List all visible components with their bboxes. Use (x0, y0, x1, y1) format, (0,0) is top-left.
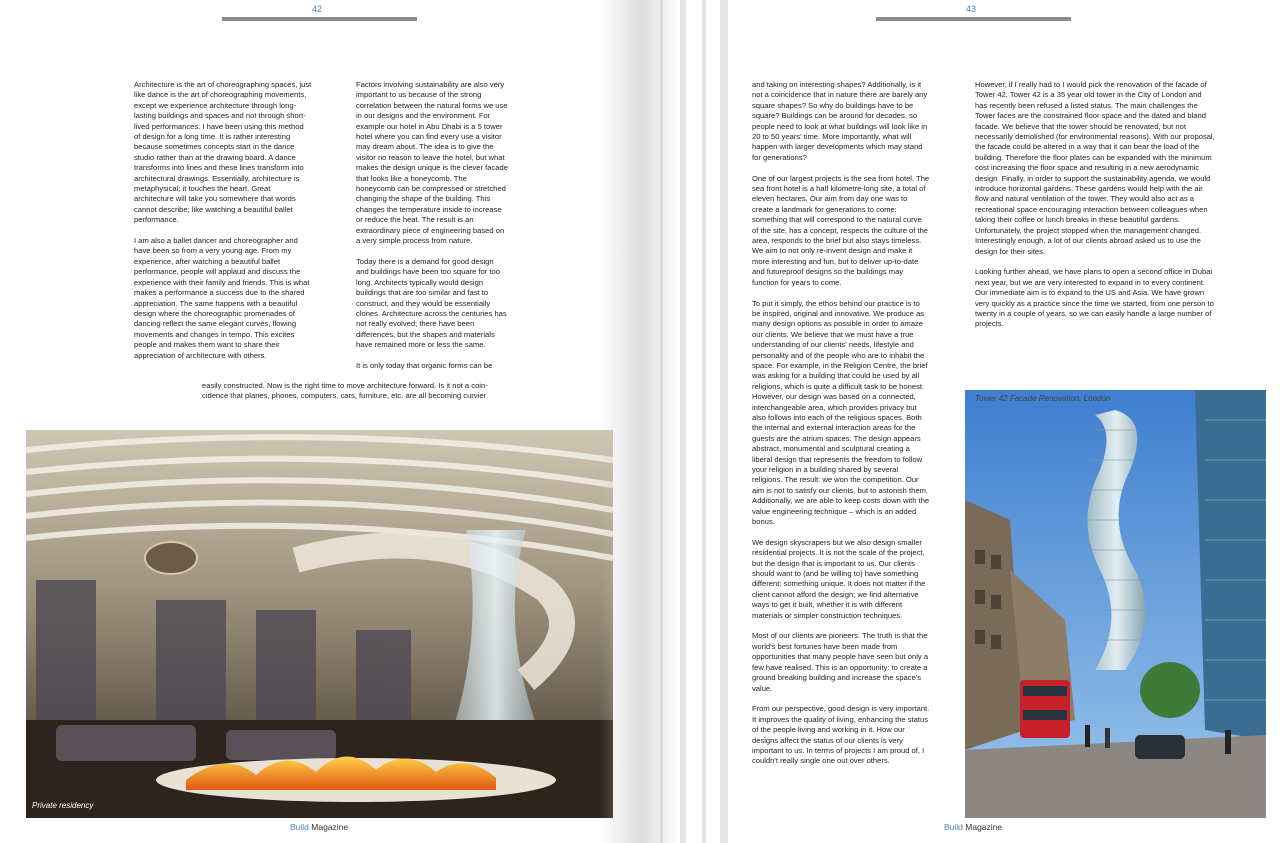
photo-caption: Private residency (32, 801, 94, 810)
paragraph: To put it simply, the ethos behind our practice is to be inspired, original and innovative. We produce as many design options as possible in order to amaze our clients. We believe that we must have a true understanding of our clients' needs, lifestyle and personality and of the people who are to inhabit the space. For example, in the Religion Centre, the brief was asking for a building that could be used by all religions, which is quite a difficult task to be honest. However, our design was based on a connected, interchangeable area, which provides privacy but also follows into each of the religious spaces. Both the internal and external interaction areas for the guests are the atrium spaces. The design appears abstract, monumental and sculptural creating a liberal design that represents the freedom to follow your religion in a building shared by several religions. The result: we won the competition. Our aim is not to satisfy our clients, but to astonish them. Additionally, we are able to keep costs down with the value engineering technique – which is an added bonus. (752, 298, 930, 527)
paragraph: We design skyscrapers but we also design smaller residential projects. It is not the scale of the project, but the design that is important to us. Our clients should want to (and be willing to) have something different; something unique. It does not matter if the client cannot afford the design; we find alternative ways to get it built, whether it is with different materials or simpler construction techniques. (752, 537, 926, 620)
page-header-bar (876, 17, 1071, 21)
paragraph: Most of our clients are pioneers. The truth is that the world's best fortunes have been made from opportunities that many people have seen but only a few have realised. This is an opportunity: to create a ground breaking building and increase the space's value. (752, 631, 929, 693)
footer-brand: Build (290, 822, 309, 832)
photo-caption: Tower 42 Facade Renovation, London (975, 394, 1111, 403)
background-line (720, 0, 728, 843)
background-line (660, 0, 663, 843)
background-line (680, 0, 686, 843)
left-column-2 (356, 80, 508, 382)
paragraph: Factors involving sustainability are also very important to us because of the strong correlation between the natural forms we use in our designs and the environment. For example our hotel in Abu Dhabi is a 5 tower hotel where you can find every use a visitor may dream about. The idea is to give the visitor no reason to leave the hotel, but what makes the design unique is the clever facade that looks like a honeycomb. The honeycomb can be compressed or stretched changing the shape of the building. This changes the temperature inside to increase or reduce the heat. The result is an extraordinary piece of engineering based on a very simple process from nature. (356, 80, 508, 246)
page-header-bar (222, 17, 417, 21)
full-width-line: cidence that planes, phones, computers, cars, furniture, etc. are all becoming curvier (202, 391, 487, 400)
residency-interior-image (26, 430, 613, 818)
right-column-2 (975, 80, 1215, 340)
footer-brand: Build (944, 822, 963, 832)
paragraph: It is only today that organic forms can be (356, 360, 493, 370)
private-residency-photo (26, 430, 613, 818)
tower-street-image (965, 390, 1266, 818)
page-number: 42 (312, 4, 323, 14)
page-number: 43 (966, 4, 977, 14)
paragraph: I am also a ballet dancer and choreographer and have been so from a very young age. From my experience, after watching a beautiful ballet performance, people will applaud and discuss the experience with their family and friends. This is what makes a performance a success due to the shared appreciation. The same happens with a beautiful design where the choreographic promenades of dancing reflect the same elegant curves, flowing movements and changes in tempo. This excites people and makes them want to share their appreciation of architecture with others. (134, 236, 310, 360)
magazine-footer (290, 822, 348, 832)
tower-42-photo (965, 390, 1266, 818)
right-page (640, 0, 1280, 843)
paragraph: Looking further ahead, we have plans to open a second office in Dubai next year, but we are very interested to expand in to every continent. Our immediate aim is to expand to the US and Asia. We have grown very quickly as a practice since the time we started, from one person to twenty in a couple of years, so we can easily handle a large number of projects. (975, 267, 1214, 329)
paragraph: One of our largest projects is the sea front hotel. The sea front hotel is a half kilometre-long site, a total of eleven hectares. Our aim from day one was to create a landmark for generations to come: something that will correspond to the natural curve of the site, has a concept, respects the culture of the area, responds to the brief but also stays timeless. We aim to not only re-invent design and make it more interesting and fun, but to deliver up-to-date and futureproof designs so the buildings may function for years to come. (752, 173, 930, 287)
paragraph: and taking on interesting shapes? Additionally, is it not a coincidence that in nature there are barely any square shapes? So why do buildings have to be square? Buildings can be around for decades, so people need to look at what buildings will look like in 20 to 50 years' time. More importantly, what will happen with larger developments which may stand for generations? (752, 80, 928, 162)
paragraph: Today there is a demand for good design and buildings have been too square for too long. Architects typically would design buildings that are too similar and fast to construct, and they would be essentially clones. Architecture across the centuries has not really evolved; there have been differences, but the shapes and materials have remained more or less the same. (356, 256, 507, 350)
paragraph: Architecture is the art of choreographing spaces, just like dance is the art of choreographing movements, except we experience architecture through long-lasting buildings and spaces and not through short-lived performances. I have been using this method of design for a long time. It is rather interesting because sometimes concepts start in the dance studio rather than at the drawing board. A dance transforms into lines and these lines transform into architectural drawings. Essentially, architecture is metaphysical; it touches the heart. Great architecture will take you somewhere that words cannot describe; like watching a beautiful ballet performance. (134, 80, 312, 225)
full-width-line: easily constructed. Now is the right time to move architecture forward. Is it not a coin- (202, 381, 488, 390)
right-column-1 (752, 80, 930, 777)
background-line (702, 0, 706, 843)
left-column-1 (134, 80, 312, 371)
footer-magazine-label: Magazine (962, 822, 1003, 832)
paragraph: From our perspective, good design is very important. It improves the quality of living, enhancing the status of the people living and working in it. How our designs affect the status of our clients is very important to us. In terms of projects I am proud of, I couldn't really single one out over others. (752, 704, 930, 766)
paragraph: However, if I really had to I would pick the renovation of the facade of Tower 42. Tower 42 is a 35 year old tower in the City of London and has recently been refused a listed status. The main challenges the Tower faces are the constrained floor space and the dated and bland facade. We believe that the tower should be renovated, but not necessarily demolished (for environmental reasons). With our proposal, the facade could be altered in a way that it can bear the load of the building. Therefore the floor plates can be expanded with the minimum cost increasing the floor space and resulting in a new aerodynamic design. Finally, in order to support the sustainability agenda, we would introduce horizontal gardens. These gardens would help with the air flow and natural ventilation of the tower. They would also act as a recreational space encouraging interaction between colleagues when taking their coffee or lunch breaks in these beautiful gardens. Unfortunately, the project stopped when the management changed. Interestingly enough, a lot of our clients abroad asked us to use the design for their sites. (975, 80, 1215, 256)
magazine-footer (944, 822, 1002, 832)
footer-magazine-label: Magazine (308, 822, 349, 832)
